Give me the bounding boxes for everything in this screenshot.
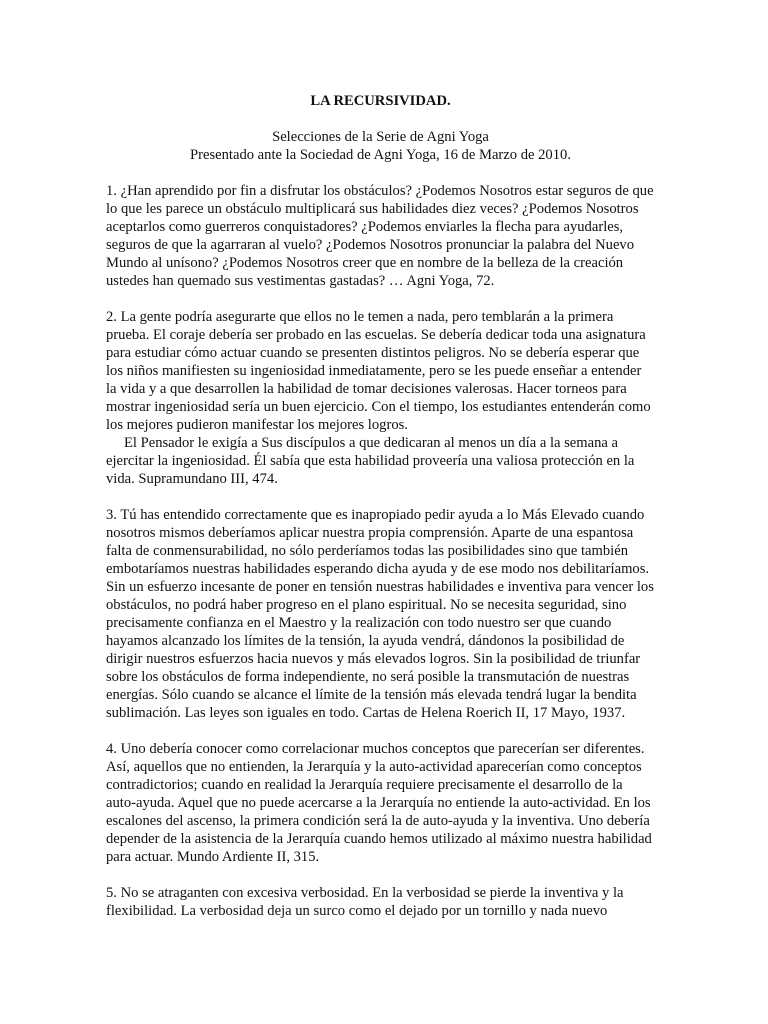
paragraph-4 <box>106 740 655 866</box>
paragraph-1-text: 1. ¿Han aprendido por fin a disfrutar los obstáculos? ¿Podemos Nosotros estar seguros de que lo que les parece un obstáculo multiplicará sus habilidades diez veces? ¿Podemos Nosotros aceptarlos como guerreros conquistadores? ¿Podemos enviarles la flecha para ayudarles, seguros de que la agarraran al vuelo? ¿Podemos Nosotros pronunciar la palabra del Nuevo Mundo al unísono? ¿Podemos Nosotros creer que en nombre de la belleza de la creación ustedes han quemado sus vestimentas gastadas? … Agni Yoga, 72. <box>106 183 654 289</box>
paragraph-2-text: 2. La gente podría asegurarte que ellos no le temen a nada, pero temblarán a la primera prueba. El coraje debería ser probado en las escuelas. Se debería dedicar toda una asignatura para estudiar cómo actuar cuando se presenten distintos peligros. No se debería esperar que los niños manifiesten su ingeniosidad inmediatamente, pero se les puede enseñar a entender la vida y a que desarrollen la habilidad de tomar decisiones valerosas. Hacer torneos para mostrar ingeniosidad sería un buen ejercicio. Con el tiempo, los estudiantes entenderán como los mejores pudieron manifestar los mejores logros. <box>106 309 651 433</box>
paragraph-3 <box>106 506 655 722</box>
paragraph-2 <box>106 308 655 488</box>
document-subtitle-line-2: Presentado ante la Sociedad de Agni Yoga, 16 de Marzo de 2010. <box>190 147 571 163</box>
paragraph-5 <box>106 884 655 920</box>
paragraph-3-text: 3. Tú has entendido correctamente que es inapropiado pedir ayuda a lo Más Elevado cuando nosotros mismos deberíamos aplicar nuestra propia comprensión. Aparte de una espantosa falta de conmensurabilidad, no sólo perderíamos todas las posibilidades sino que también embotaríamos nuestras habilidades esperando dicha ayuda y de ese modo nos debilitaríamos. Sin un esfuerzo incesante de poner en tensión nuestras habilidades e inventiva para vencer los obstáculos, no podrá haber progreso en el plano espiritual. No se necesita seguridad, sino precisamente confianza en el Maestro y la realización con todo nuestro ser que cuando hayamos alcanzado los límites de la tensión, la ayuda vendrá, dándonos la posibilidad de dirigir nuestros esfuerzos hacia nuevos y más elevados logros. Sin la posibilidad de triunfar sobre los obstáculos de forma independiente, no será posible la transmutación de nuestras energías. Sólo cuando se alcance el límite de la tensión más elevada tendrá lugar la bendita sublimación. Las leyes son iguales en todo. Cartas de Helena Roerich II, 17 Mayo, 1937. <box>106 507 654 721</box>
document-title: LA RECURSIVIDAD. <box>310 93 451 109</box>
paragraph-4-text: 4. Uno debería conocer como correlacionar muchos conceptos que parecerían ser diferentes. Así, aquellos que no entienden, la Jerarquía y la auto-actividad aparecerían como conceptos contradictorios; cuando en realidad la Jerarquía requiere precisamente el desarrollo de la auto-ayuda. Aquel que no puede acercarse a la Jerarquía no entiende la auto-actividad. En los escalones del ascenso, la primera condición será la de auto-ayuda y la inventiva. Uno debería depender de la asistencia de la Jerarquía cuando hemos utilizado al máximo nuestra habilidad para actuar. Mundo Ardiente II, 315. <box>106 741 652 865</box>
paragraph-2-continuation: El Pensador le exigía a Sus discípulos a que dedicaran al menos un día a la semana a ejercitar la ingeniosidad. Él sabía que esta habilidad proveería una valiosa protección en la vida. Supramundano III, 474. <box>106 435 635 487</box>
paragraph-1 <box>106 182 655 290</box>
paragraph-5-text: 5. No se atraganten con excesiva verbosidad. En la verbosidad se pierde la inventiva y la flexibilidad. La verbosidad deja un surco como el dejado por un tornillo y nada nuevo <box>106 885 624 919</box>
document-subtitle-line-1: Selecciones de la Serie de Agni Yoga <box>272 129 489 145</box>
